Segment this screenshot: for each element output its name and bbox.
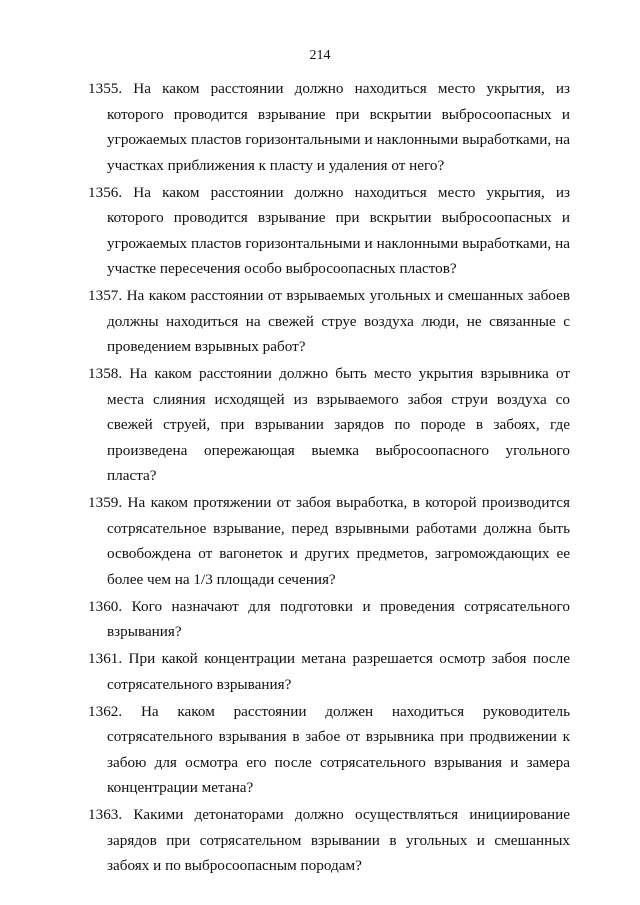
question-1361 (88, 646, 570, 697)
question-1362 (88, 699, 570, 801)
page-number: 214 (309, 48, 331, 63)
question-1360 (88, 594, 570, 645)
question-number: 1360. (88, 597, 123, 615)
question-1356 (88, 180, 570, 282)
question-number: 1359. (88, 494, 123, 511)
question-number: 1361. (88, 650, 123, 667)
question-number: 1355. (88, 80, 123, 97)
question-text: На каком расстоянии должно находиться место укрытия, из которого проводится взрывание при вскрытии выбросоопасных и угрожаемых пластов горизонтальными и наклонными выработками, на участках приближения к пласту и удаления от него? (107, 80, 570, 174)
question-number: 1356. (88, 183, 123, 201)
question-1358 (88, 361, 570, 489)
question-number: 1357. (88, 287, 123, 304)
question-text: Какими детонаторами должно осуществляться инициирование зарядов при сотрясательном взрывании в угольных и смешанных забоях и по выбросоопасным породам? (107, 806, 570, 874)
question-list (88, 76, 570, 880)
question-number: 1362. (88, 702, 123, 720)
question-1355 (88, 76, 570, 178)
question-text: На каком расстоянии должен находиться руководитель сотрясательного взрывания в забое от взрывника при продвижении к забою для осмотра его после сотрясательного взрывания и замера концентрации метана? (107, 702, 570, 796)
question-text: Кого назначают для подготовки и проведения сотрясательного взрывания? (107, 597, 571, 640)
question-text: На каком расстоянии должно быть место укрытия взрывника от места слияния исходящей из взрываемого забоя струи воздуха со свежей струей, при взрывании зарядов по породе в забоях, где произведена опережающая выемка выбросоопасного угольного пласта? (107, 365, 571, 484)
question-1357 (88, 283, 570, 360)
question-text: При какой концентрации метана разрешается осмотр забоя после сотрясательного взрывания? (107, 650, 570, 693)
question-text: На каком расстоянии должно находиться место укрытия, из которого проводится взрывание при вскрытии выбросоопасных и угрожаемых пластов горизонтальными и наклонными выработками, на участке пересечения особо выбросоопасных пластов? (107, 183, 570, 277)
question-1363 (88, 802, 570, 879)
question-1359 (88, 490, 570, 592)
question-text: На каком расстоянии от взрываемых угольных и смешанных забоев должны находиться на свежей струе воздуха люди, не связанные с проведением взрывных работ? (107, 287, 570, 355)
question-text: На каком протяжении от забоя выработка, в которой производится сотрясательное взрывание, перед взрывными работами должна быть освобождена от вагонеток и других предметов, загромождающих ее более чем на 1/3 площади сечения? (107, 494, 570, 588)
question-number: 1358. (88, 365, 123, 382)
question-number: 1363. (88, 806, 123, 823)
